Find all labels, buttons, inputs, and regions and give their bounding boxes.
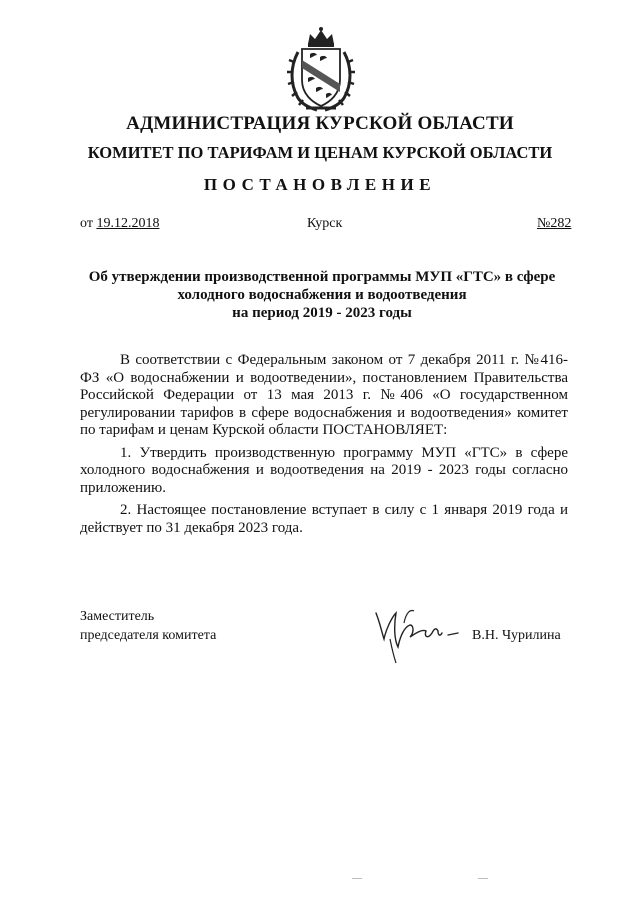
scan-mark	[352, 878, 362, 879]
date-prefix: от	[80, 216, 93, 231]
document-city: Курск	[307, 216, 343, 231]
clause-1: 1. Утвердить производственную программу МУП «ГТС» в сфере холодного водоснабжения и водоотведения на 2019 - 2023 годы согласно приложению.	[80, 444, 568, 496]
subject-line: холодного водоснабжения и водоотведения	[177, 287, 467, 303]
document-date	[80, 216, 159, 232]
document-number: №282	[537, 216, 572, 231]
scan-mark	[478, 878, 488, 879]
preamble-paragraph: В соответствии с Федеральным законом от 7 декабря 2011 г. №416-ФЗ «О водоснабжении и водоотведении», постановлением Правительства Российской Федерации от 13 мая 2013 г. №406 «О государственном регулировании тарифов в сфере водоснабжения и водоотведения» комитет по тарифам и ценам Курской области ПОСТАНОВЛЯЕТ:	[80, 352, 568, 438]
subject-line: на период 2019 - 2023 годы	[232, 305, 412, 321]
document-subject	[82, 268, 562, 322]
organization-title: АДМИНИСТРАЦИЯ КУРСКОЙ ОБЛАСТИ	[126, 113, 514, 134]
document-type: ПОСТАНОВЛЕНИЕ	[203, 175, 437, 194]
date-value: 19.12.2018	[96, 216, 160, 231]
clause-2: 2. Настоящее постановление вступает в силу с 1 января 2019 года и действует по 31 декабря 2023 года.	[80, 502, 568, 536]
signatory-name: В.Н. Чурилина	[472, 628, 561, 643]
handwritten-signature	[370, 603, 460, 665]
subject-line: Об утверждении производственной программы МУП «ГТС» в сфере	[88, 269, 556, 285]
signatory-position	[80, 607, 216, 645]
position-line: Заместитель	[80, 609, 155, 624]
position-line: председателя комитета	[80, 628, 217, 643]
committee-title: КОМИТЕТ ПО ТАРИФАМ И ЦЕНАМ КУРСКОЙ ОБЛАСТИ	[87, 143, 553, 162]
coat-of-arms-icon	[284, 22, 358, 114]
document-body	[80, 352, 568, 537]
